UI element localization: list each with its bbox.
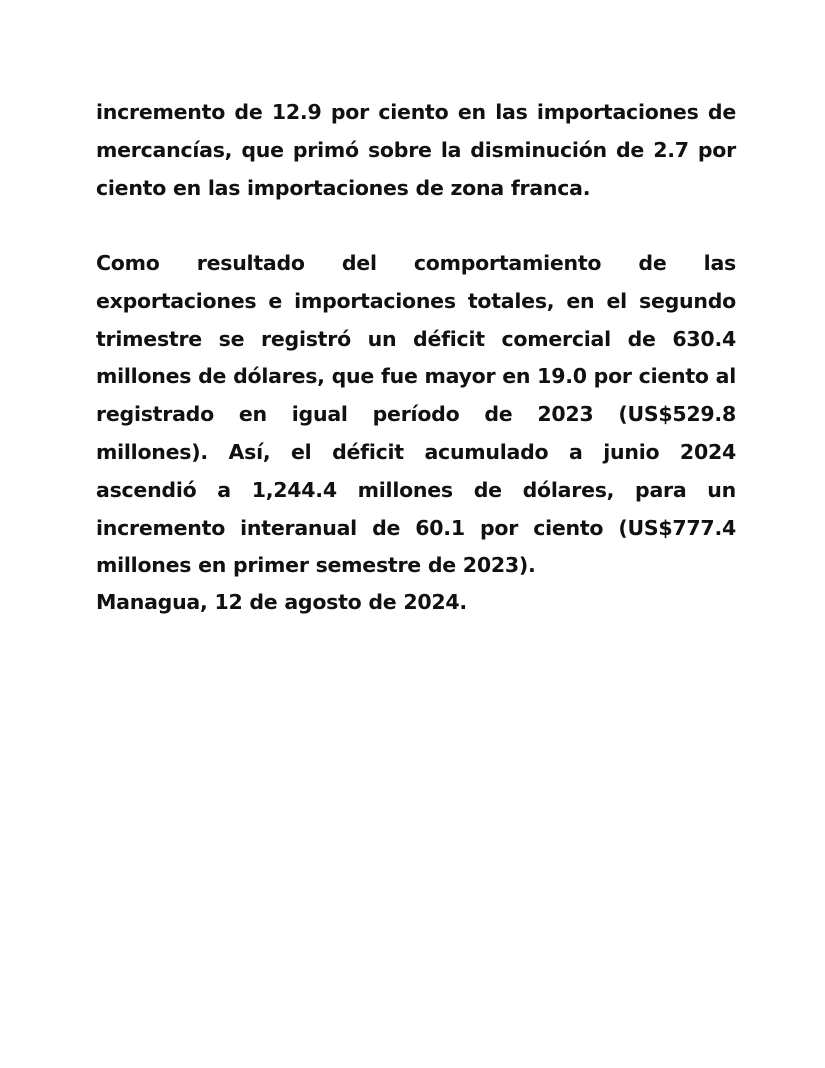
body-paragraph-trade-deficit	[96, 245, 736, 585]
closing-text: Managua, 12 de agosto de 2024.	[96, 590, 467, 614]
closing-place-date	[96, 584, 736, 622]
paragraph-text: incremento de 12.9 por ciento en las importaciones de mercancías, que primó sobre la disminución de 2.7 por ciento en las importaciones de zona franca.	[96, 100, 736, 200]
paragraph-text: Como resultado del comportamiento de las exportaciones e importaciones totales, en el segundo trimestre se registró un déficit comercial de 630.4 millones de dólares, que fue mayor en 19.0 por ciento al registrado en igual período de 2023 (US$529.8 millones). Así, el déficit acumulado a junio 2024 ascendió a 1,244.4 millones de dólares, para un incremento interanual de 60.1 por ciento (US$777.4 millones en primer semestre de 2023).	[96, 251, 736, 578]
body-paragraph-imports	[96, 94, 736, 207]
